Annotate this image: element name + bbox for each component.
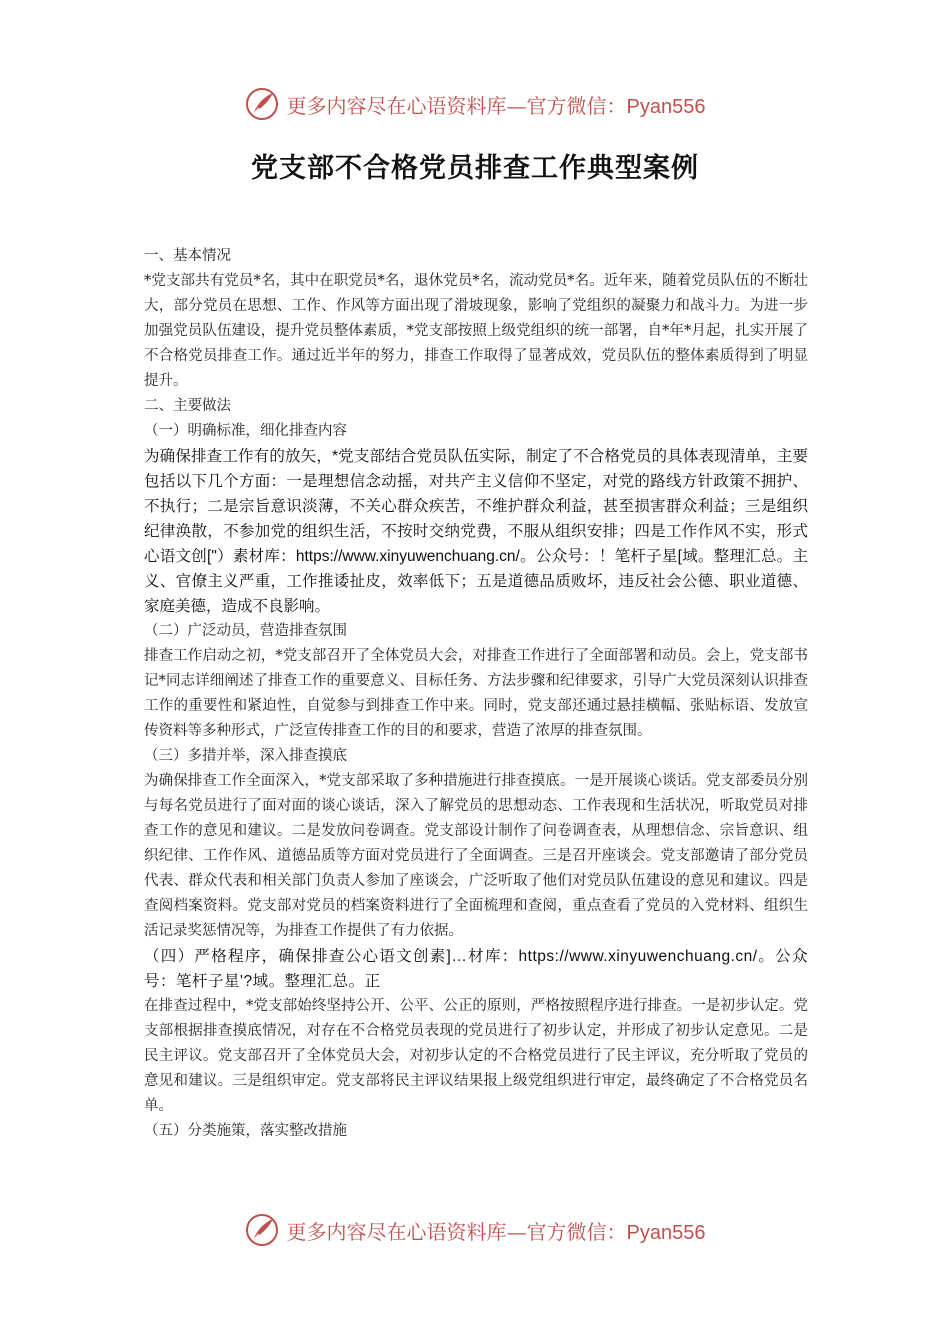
subsection-heading: （五）分类施策，落实整改措施 [144, 1123, 347, 1139]
header-banner [0, 84, 950, 124]
banner-wechat-id: Pyan556 [626, 1221, 706, 1244]
paragraph: *党支部共有党员*名，其中在职党员*名，退休党员*名，流动党员*名。近年来，随着党员队伍的不断壮大，部分党员在思想、工作、作风等方面出现了滑坡现象，影响了党组织的凝聚力和战斗力。为进一步加强党员队伍建设，提升党员整体素质，*党支部按照上级党组织的统一部署，自*年*月起，扎实开展了不合格党员排查工作。通过近半年的努力，排查工作取得了显著成效，党员队伍的整体素质得到了明显提升。 [144, 273, 808, 389]
paragraph: 在排查过程中，*党支部始终坚持公开、公平、公正的原则，严格按照程序进行排查。一是初步认定。党支部根据排查摸底情况，对存在不合格党员表现的党员进行了初步认定，并形成了初步认定意见。二是民主评议。党支部召开了全体党员大会，对初步认定的不合格党员进行了民主评议，充分听取了党员的意见和建议。三是组织审定。党支部将民主评议结果报上级党组织进行审定，最终确定了不合格党员名单。 [144, 998, 808, 1114]
document-body [144, 244, 808, 1144]
section-heading: 一、基本情况 [144, 248, 231, 264]
paragraph: 排查工作启动之初，*党支部召开了全体党员大会，对排查工作进行了全面部署和动员。会上，党支部书记*同志详细阐述了排查工作的重要意义、目标任务、方法步骤和纪律要求，引导广大党员深刻认识排查工作的重要性和紧迫性，自觉参与到排查工作中来。同时，党支部还通过悬挂横幅、张贴标语、发放宣传资料等多种形式，广泛宣传排查工作的目的和要求，营造了浓厚的排查氛围。 [144, 648, 808, 739]
paragraph: 为确保排查工作全面深入，*党支部采取了多种措施进行排查摸底。一是开展谈心谈话。党支部委员分别与每名党员进行了面对面的谈心谈话，深入了解党员的思想动态、工作表现和生活状况，听取党员对排查工作的意见和建议。二是发放问卷调查。党支部设计制作了问卷调查表，从理想信念、宗旨意识、组织纪律、工作作风、道德品质等方面对党员进行了全面调查。三是召开座谈会。党支部邀请了部分党员代表、群众代表和相关部门负责人参加了座谈会，广泛听取了他们对党员队伍建设的意见和建议。四是查阅档案资料。党支部对党员的档案资料进行了全面梳理和查阅，重点查看了党员的入党材料、组织生活记录奖惩情况等，为排查工作提供了有力依据。 [144, 773, 808, 939]
quill-pen-logo-icon [245, 87, 279, 121]
page-title: 党支部不合格党员排查工作典型案例 [251, 153, 699, 184]
subsection-heading: （一）明确标准，细化排查内容 [144, 423, 347, 439]
banner-slogan: 更多内容尽在心语资料库—官方微信： [286, 93, 627, 118]
banner-slogan: 更多内容尽在心语资料库—官方微信： [286, 1219, 627, 1244]
banner-text [287, 1216, 706, 1245]
banner-text [287, 90, 706, 119]
footer-banner [0, 1210, 950, 1250]
paragraph-sans-spaced: （四）严格程序，确保排查公心语文创素]…材库：https://www.xinyuwenchuang.cn/。公众号：笔杆子星'?域。整理汇总。正 [144, 948, 808, 990]
quill-pen-logo-icon [245, 1213, 279, 1247]
subsection-heading: （三）多措并举，深入排查摸底 [144, 748, 347, 764]
subsection-heading: （二）广泛动员，营造排查氛围 [144, 623, 347, 639]
paragraph-sans: 为确保排查工作有的放矢，*党支部结合党员队伍实际，制定了不合格党员的具体表现清单，主要包括以下几个方面：一是理想信念动摇，对共产主义信仰不坚定，对党的路线方针政策不拥护、不执行；二是宗旨意识淡薄，不关心群众疾苦，不维护群众利益，甚至损害群众利益；三是组织纪律涣散，不参加党的组织生活，不按时交纳党费，不服从组织安排；四是工作作风不实，形式心语文创["）素材库：https://www.xinyuwenchuang.cn/。公众号：！笔杆子星[域。整理汇总。主义、官僚主义严重，工作推诿扯皮，效率低下；五是道德品质败坏，违反社会公德、职业道德、家庭美德，造成不良影响。 [144, 448, 808, 615]
section-heading: 二、主要做法 [144, 398, 231, 414]
banner-wechat-id: Pyan556 [626, 95, 706, 118]
